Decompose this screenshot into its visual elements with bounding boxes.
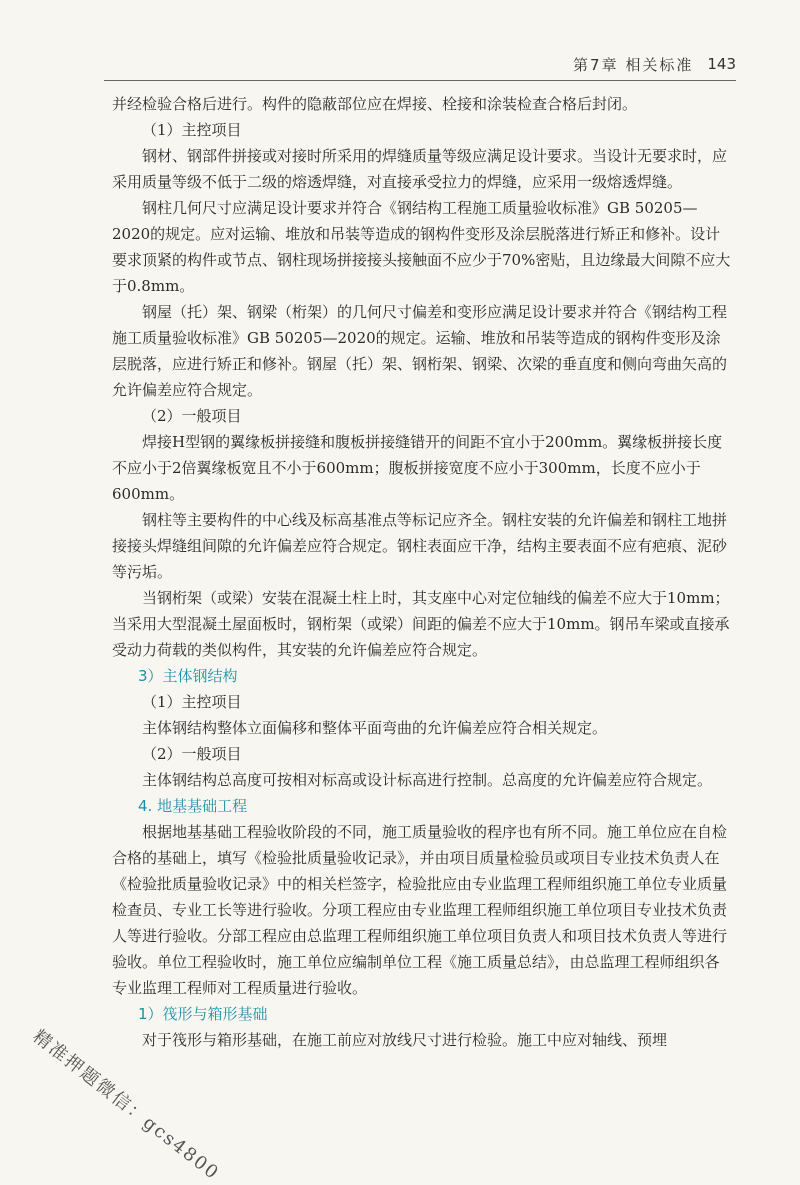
chapter-title: 第7章 相关标准 [573,55,694,74]
watermark: 精准押题微信：gcs4800 [28,1025,224,1185]
paragraph: 钢材、钢部件拼接或对接时所采用的焊缝质量等级应满足设计要求。当设计无要求时，应采用质量等级不低于二级的熔透焊缝，对直接承受拉力的焊缝，应采用一级熔透焊缝。 [112,147,728,191]
item-heading: （2）一般项目 [142,407,242,425]
section-heading: 3）主体钢结构 [138,667,238,685]
item-heading: （2）一般项目 [142,745,242,763]
paragraph: 对于筏形与箱形基础，在施工前应对放线尺寸进行检验。施工中应对轴线、预埋 [142,1031,668,1049]
paragraph: 并经检验合格后进行。构件的隐蔽部位应在焊接、栓接和涂装检查合格后封闭。 [112,95,638,113]
item-heading: （1）主控项目 [142,121,242,139]
paragraph: 钢柱几何尺寸应满足设计要求并符合《钢结构工程施工质量验收标准》GB 50205—2020的规定。应对运输、堆放和吊装等造成的钢构件变形及涂层脱落进行矫正和修补。设计要求顶紧的构件或节点、钢柱现场拼接接头接触面不应少于70%密贴，且边缘最大间隙不应大于0.8mm。 [112,199,731,295]
body-text [112,91,732,1053]
item-heading: （1）主控项目 [142,693,242,711]
section-heading: 4. 地基基础工程 [138,797,248,815]
paragraph: 焊接H型钢的翼缘板拼接缝和腹板拼接缝错开的间距不宜小于200mm。翼缘板拼接长度不应小于2倍翼缘板宽且不小于600mm；腹板拼接宽度不应小于300mm，长度不应小于600mm。 [112,433,723,503]
paragraph: 钢屋（托）架、钢梁（桁架）的几何尺寸偏差和变形应满足设计要求并符合《钢结构工程施工质量验收标准》GB 50205—2020的规定。运输、堆放和吊装等造成的钢构件变形及涂层脱落，应进行矫正和修补。钢屋（托）架、钢桁架、钢梁、次梁的垂直度和侧向弯曲矢高的允许偏差应符合规定。 [112,303,728,399]
paragraph: 主体钢结构总高度可按相对标高或设计标高进行控制。总高度的允许偏差应符合规定。 [142,771,713,789]
running-head [573,50,736,78]
section-heading: 1）筏形与箱形基础 [138,1005,268,1023]
paragraph: 主体钢结构整体立面偏移和整体平面弯曲的允许偏差应符合相关规定。 [142,719,608,737]
paragraph: 根据地基基础工程验收阶段的不同，施工质量验收的程序也有所不同。施工单位应在自检合格的基础上，填写《检验批质量验收记录》，并由项目质量检验员或项目专业技术负责人在《检验批质量验收记录》中的相关栏签字，检验批应由专业监理工程师组织施工单位专业质量检查员、专业工长等进行验收。分项工程应由专业监理工程师组织施工单位项目专业技术负责人等进行验收。分部工程应由总监理工程师组织施工单位项目负责人和项目技术负责人等进行验收。单位工程验收时，施工单位应编制单位工程《施工质量总结》，由总监理工程师组织各专业监理工程师对工程质量进行验收。 [112,823,728,997]
page-number: 143 [707,55,736,73]
paragraph: 钢柱等主要构件的中心线及标高基准点等标记应齐全。钢柱安装的允许偏差和钢柱工地拼接接头焊缝组间隙的允许偏差应符合规定。钢柱表面应干净，结构主要表面不应有疤痕、泥砂等污垢。 [112,511,728,581]
paragraph: 当钢桁架（或梁）安装在混凝土柱上时，其支座中心对定位轴线的偏差不应大于10mm；当采用大型混凝土屋面板时，钢桁架（或梁）间距的偏差不应大于10mm。钢吊车梁或直接承受动力荷载的类似构件，其安装的允许偏差应符合规定。 [112,589,730,659]
header-rule [104,80,736,81]
